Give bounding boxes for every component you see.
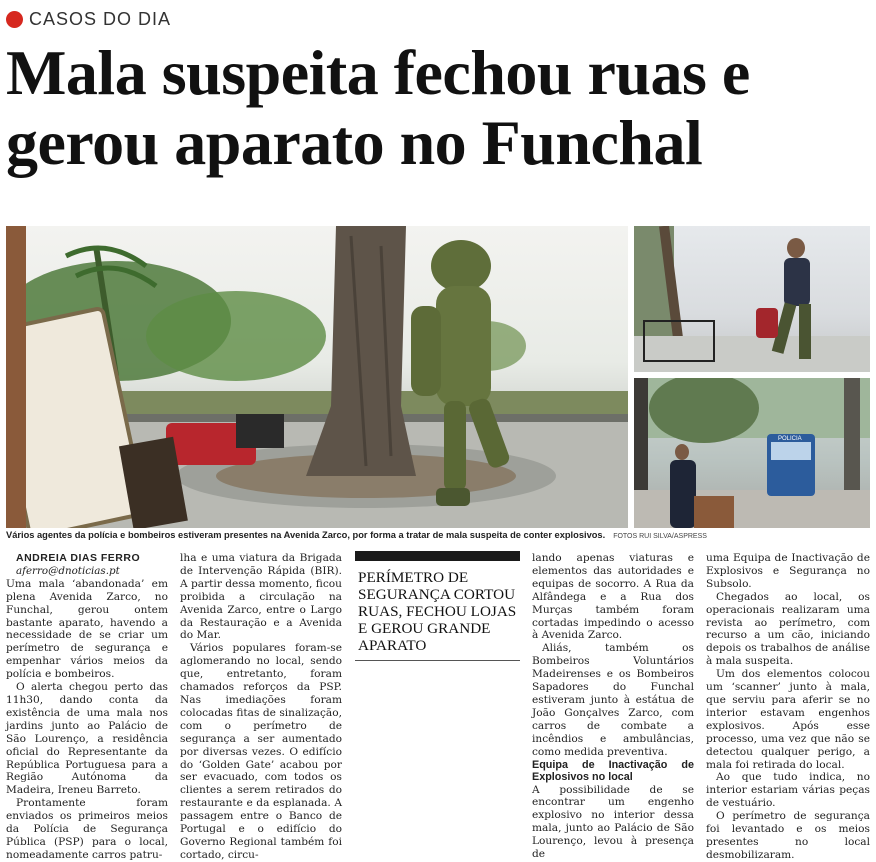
paragraph: Prontamente foram enviados os primeiros meios da Polícia de Segurança Pública (PSP) para o local, nomeadamente carros patru- [6,797,168,861]
headline: Mala suspeita fechou ruas e gerou aparato no Funchal [6,37,750,178]
van-sign-text: POLICIA [778,436,802,442]
top-right-photo [634,226,870,372]
pull-quote-rule [355,660,520,661]
paragraph: O alerta chegou perto das 11h30, dando conta da existência de uma mala nos jardins junto ao Palácio de São Lourenço, a residência oficial do Representante da República Portuguesa para a Região Autónoma da Madeira, Ireneu Barreto. [6,681,168,797]
byline-author: ANDREIA DIAS FERRO [16,552,141,564]
bottom-right-photo [634,378,870,528]
paragraph: Ao que tudo indica, no interior estariam várias peças de vestuário. [706,771,870,810]
paragraph: Aliás, também os Bombeiros Voluntários Madeirenses e os Bombeiros Sapadores do Funchal estiveram junto à estátua de João Gonçalves Zarco, com carros de combate a incêndios e ambulâncias, como medida preventiva. [532,642,694,758]
column-1 [6,552,168,862]
photo-credit: FOTOS RUI SILVA/ASPRESS [613,533,707,540]
main-photo [6,226,628,528]
section-label: CASOS DO DIA [29,9,172,29]
byline-email: aferro@dnoticias.pt [16,564,120,577]
section-tag [6,9,171,30]
top-right-photo-illustration [634,226,870,372]
paragraph: Uma mala ‘abandonada’ em plena Avenida Zarco, no Funchal, gerou ontem bastante aparato, havendo a necessidade de se criar um perímetro de segurança e empenhar vários meios da polícia e bombeiros. [6,577,168,681]
column-2 [180,552,342,862]
pull-quote [355,551,520,661]
paragraph: uma Equipa de Inactivação de Explosivos e Segurança no Subsolo. [706,552,870,590]
pull-quote-bar [355,551,520,561]
paragraph: lha e uma viatura da Brigada de Intervenção Rápida (BIR). A partir dessa momento, ficou proibida a circulação na Avenida Zarco, entre o Largo da Restauração e a Avenida do Mar. [180,552,342,642]
column-3 [532,552,694,861]
paragraph: Chegados ao local, os operacionais realizaram uma revista ao perímetro, com recurso a um cão, iniciando depois os trabalhos de análise à mala suspeita. [706,590,870,668]
paragraph: A possibilidade de se encontrar um engenho explosivo no interior dessa mala, junto ao Palácio de São Lourenço, levou à presença de [532,783,694,861]
pull-quote-text: PERÍMETRO DE SEGURANÇA CORTOU RUAS, FECHOU LOJAS E GEROU GRANDE APARATO [358,569,517,654]
photo-caption [6,530,870,540]
main-photo-illustration [6,226,628,528]
paragraph: lando apenas viaturas e elementos das autoridades e equipas de socorro. A Rua da Alfândega e a Rua dos Murças também foram cortadas impedindo o acesso à Avenida Zarco. [532,552,694,642]
red-dot-icon [6,11,23,28]
caption-text: Vários agentes da polícia e bombeiros estiveram presentes na Avenida Zarco, por forma a tratar de mala suspeita de conter explosivos. [6,530,606,540]
bottom-right-photo-illustration [634,378,870,528]
paragraph: Um dos elementos colocou um ‘scanner’ junto à mala, que serviu para aferir se no interior estavam engenhos explosivos. Após esse processo, uma vez que não se detectou qualquer perigo, a mala foi retirada do local. [706,668,870,771]
subheading: Equipa de Inactivação de Explosivos no local [532,758,694,783]
paragraph: Vários populares foram-se aglomerando no local, sendo que, entretanto, foram chamados reforços da PSP. Nas imediações foram colocadas fitas de sinalização, com o perímetro de segurança a ser aumentado por diversas vezes. O edifício do ‘Golden Gate’ acabou por ser evacuado, com todos os clientes a serem retirados do restaurante e da esplanada. A passagem entre o Banco de Portugal e o edifício do Governo Regional também foi cortado, circu- [180,642,342,861]
paragraph: O perímetro de segurança foi levantado e os meios presentes no local desmobilizaram. [706,810,870,861]
column-4 [706,552,870,862]
